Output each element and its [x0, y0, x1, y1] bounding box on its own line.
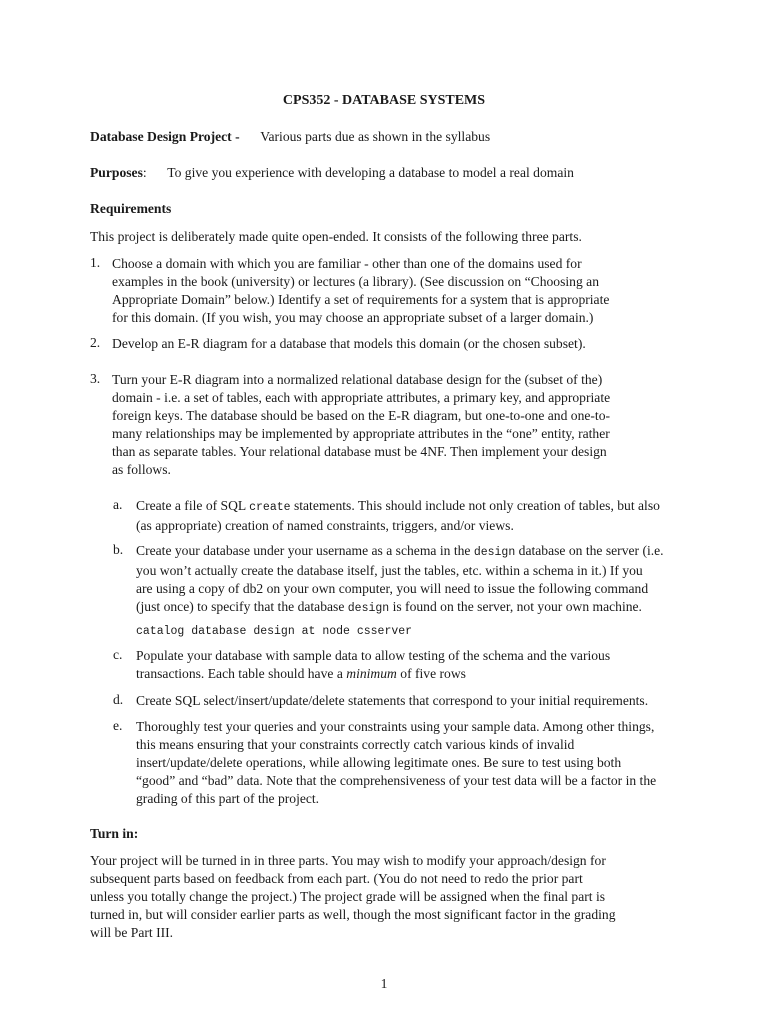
minimum-emphasis: minimum	[346, 666, 397, 681]
sub-e-line: Thoroughly test your queries and your constraints using your sample data. Among other things,	[136, 719, 655, 734]
sub-a-line-2: (as appropriate) creation of named constraints, triggers, and/or views.	[136, 518, 514, 533]
sub-a-pre: Create a file of SQL	[136, 498, 250, 513]
intro-paragraph: This project is deliberately made quite open-ended. It consists of the following three parts.	[90, 229, 582, 244]
page-number: 1	[380, 976, 388, 991]
item-1-text	[112, 255, 702, 327]
sub-b4-post: is found on the server, not your own machine.	[389, 599, 642, 614]
item-1-line: for this domain. (If you wish, you may choose an appropriate subset of a larger domain.)	[112, 310, 594, 325]
item-2-number: 2.	[90, 335, 101, 350]
turnin-paragraph	[90, 852, 690, 942]
item-3-line: as follows.	[112, 462, 171, 477]
project-label: Database Design Project -	[90, 129, 240, 144]
turnin-line: unless you totally change the project.) The project grade will be assigned when the final part is	[90, 889, 606, 904]
code-design: design	[473, 546, 516, 559]
sub-b-pre: Create your database under your username as a schema in the	[136, 543, 474, 558]
purposes-colon: :	[142, 165, 147, 180]
sub-b4-pre: (just once) to specify that the database	[136, 599, 348, 614]
item-3-number: 3.	[90, 371, 101, 386]
sub-e-line: this means ensuring that your constraints correctly catch various kinds of invalid	[136, 737, 575, 752]
code-create: create	[249, 501, 291, 514]
sub-a-text	[136, 497, 726, 535]
sub-b-line-3: are using a copy of db2 on your own computer, you will need to issue the following command	[136, 581, 649, 596]
project-line	[90, 129, 490, 145]
item-2-line: Develop an E-R diagram for a database that models this domain (or the chosen subset).	[112, 336, 586, 351]
sub-c-pre: transactions. Each table should have a	[136, 666, 347, 681]
turnin-heading: Turn in:	[90, 826, 139, 841]
purposes-line	[90, 165, 574, 181]
sub-e-line: insert/update/delete operations, while allowing legitimate ones. Be sure to test using both	[136, 755, 622, 770]
sub-b-line-1	[136, 542, 726, 562]
item-3-line: domain - i.e. a set of tables, each with appropriate attributes, a primary key, and appropriate	[112, 390, 611, 405]
sub-d-text: Create SQL select/insert/update/delete statements that correspond to your initial requirements.	[136, 693, 649, 708]
sub-b-letter: b.	[113, 542, 124, 557]
item-1-line: examples in the book (university) or lectures (a library). (See discussion on “Choosing an	[112, 274, 599, 289]
sub-c-letter: c.	[113, 647, 123, 662]
item-2-text	[112, 335, 702, 353]
sub-e-line: grading of this part of the project.	[136, 791, 320, 806]
turnin-line: subsequent parts based on feedback from each part. (You do not need to redo the prior part	[90, 871, 583, 886]
code-design-2: design	[347, 602, 390, 615]
item-3-line: than as separate tables. Your relational database must be 4NF. Then implement your design	[112, 444, 607, 459]
sub-c-text	[136, 647, 726, 683]
purposes-text: To give you experience with developing a database to model a real domain	[167, 165, 574, 180]
purposes-label: Purposes	[90, 165, 143, 180]
sub-a-letter: a.	[113, 497, 123, 512]
catalog-command: catalog database design at node csserver	[136, 625, 413, 638]
requirements-heading: Requirements	[90, 201, 172, 216]
item-1-number: 1.	[90, 255, 101, 270]
item-1-line: Appropriate Domain” below.) Identify a set of requirements for a system that is appropriate	[112, 292, 610, 307]
item-3-line: many relationships may be implemented by appropriate attributes in the “one” entity, rather	[112, 426, 610, 441]
sub-e-letter: e.	[113, 718, 123, 733]
project-note: Various parts due as shown in the syllabus	[260, 129, 491, 144]
sub-b-line-2: you won’t actually create the database itself, just the tables, etc. within a schema in it.) If you	[136, 563, 643, 578]
item-1-line: Choose a domain with which you are familiar - other than one of the domains used for	[112, 256, 582, 271]
turnin-line: Your project will be turned in in three parts. You may wish to modify your approach/design for	[90, 853, 606, 868]
item-3-text	[112, 371, 702, 479]
document-title: CPS352 - DATABASE SYSTEMS	[282, 93, 486, 108]
sub-b-line-4	[136, 598, 726, 618]
turnin-line: turned in, but will consider earlier parts as well, though the most significant factor in the grading	[90, 907, 616, 922]
item-3-line: Turn your E-R diagram into a normalized relational database design for the (subset of the)	[112, 372, 603, 387]
sub-b-text	[136, 542, 726, 618]
sub-a-line-1	[136, 497, 726, 517]
turnin-line: will be Part III.	[90, 925, 174, 940]
sub-c-line-2	[136, 665, 726, 683]
sub-d-letter: d.	[113, 692, 124, 707]
sub-b-post: database on the server (i.e.	[515, 543, 664, 558]
sub-a-post: statements. This should include not only creation of tables, but also	[290, 498, 660, 513]
sub-c-line-1: Populate your database with sample data to allow testing of the schema and the various	[136, 648, 611, 663]
sub-e-line: “good” and “bad” data. Note that the comprehensiveness of your test data will be a factor in the	[136, 773, 657, 788]
sub-c-post: of five rows	[396, 666, 466, 681]
sub-e-text	[136, 718, 726, 808]
item-3-line: foreign keys. The database should be based on the E-R diagram, but one-to-one and one-to-	[112, 408, 611, 423]
